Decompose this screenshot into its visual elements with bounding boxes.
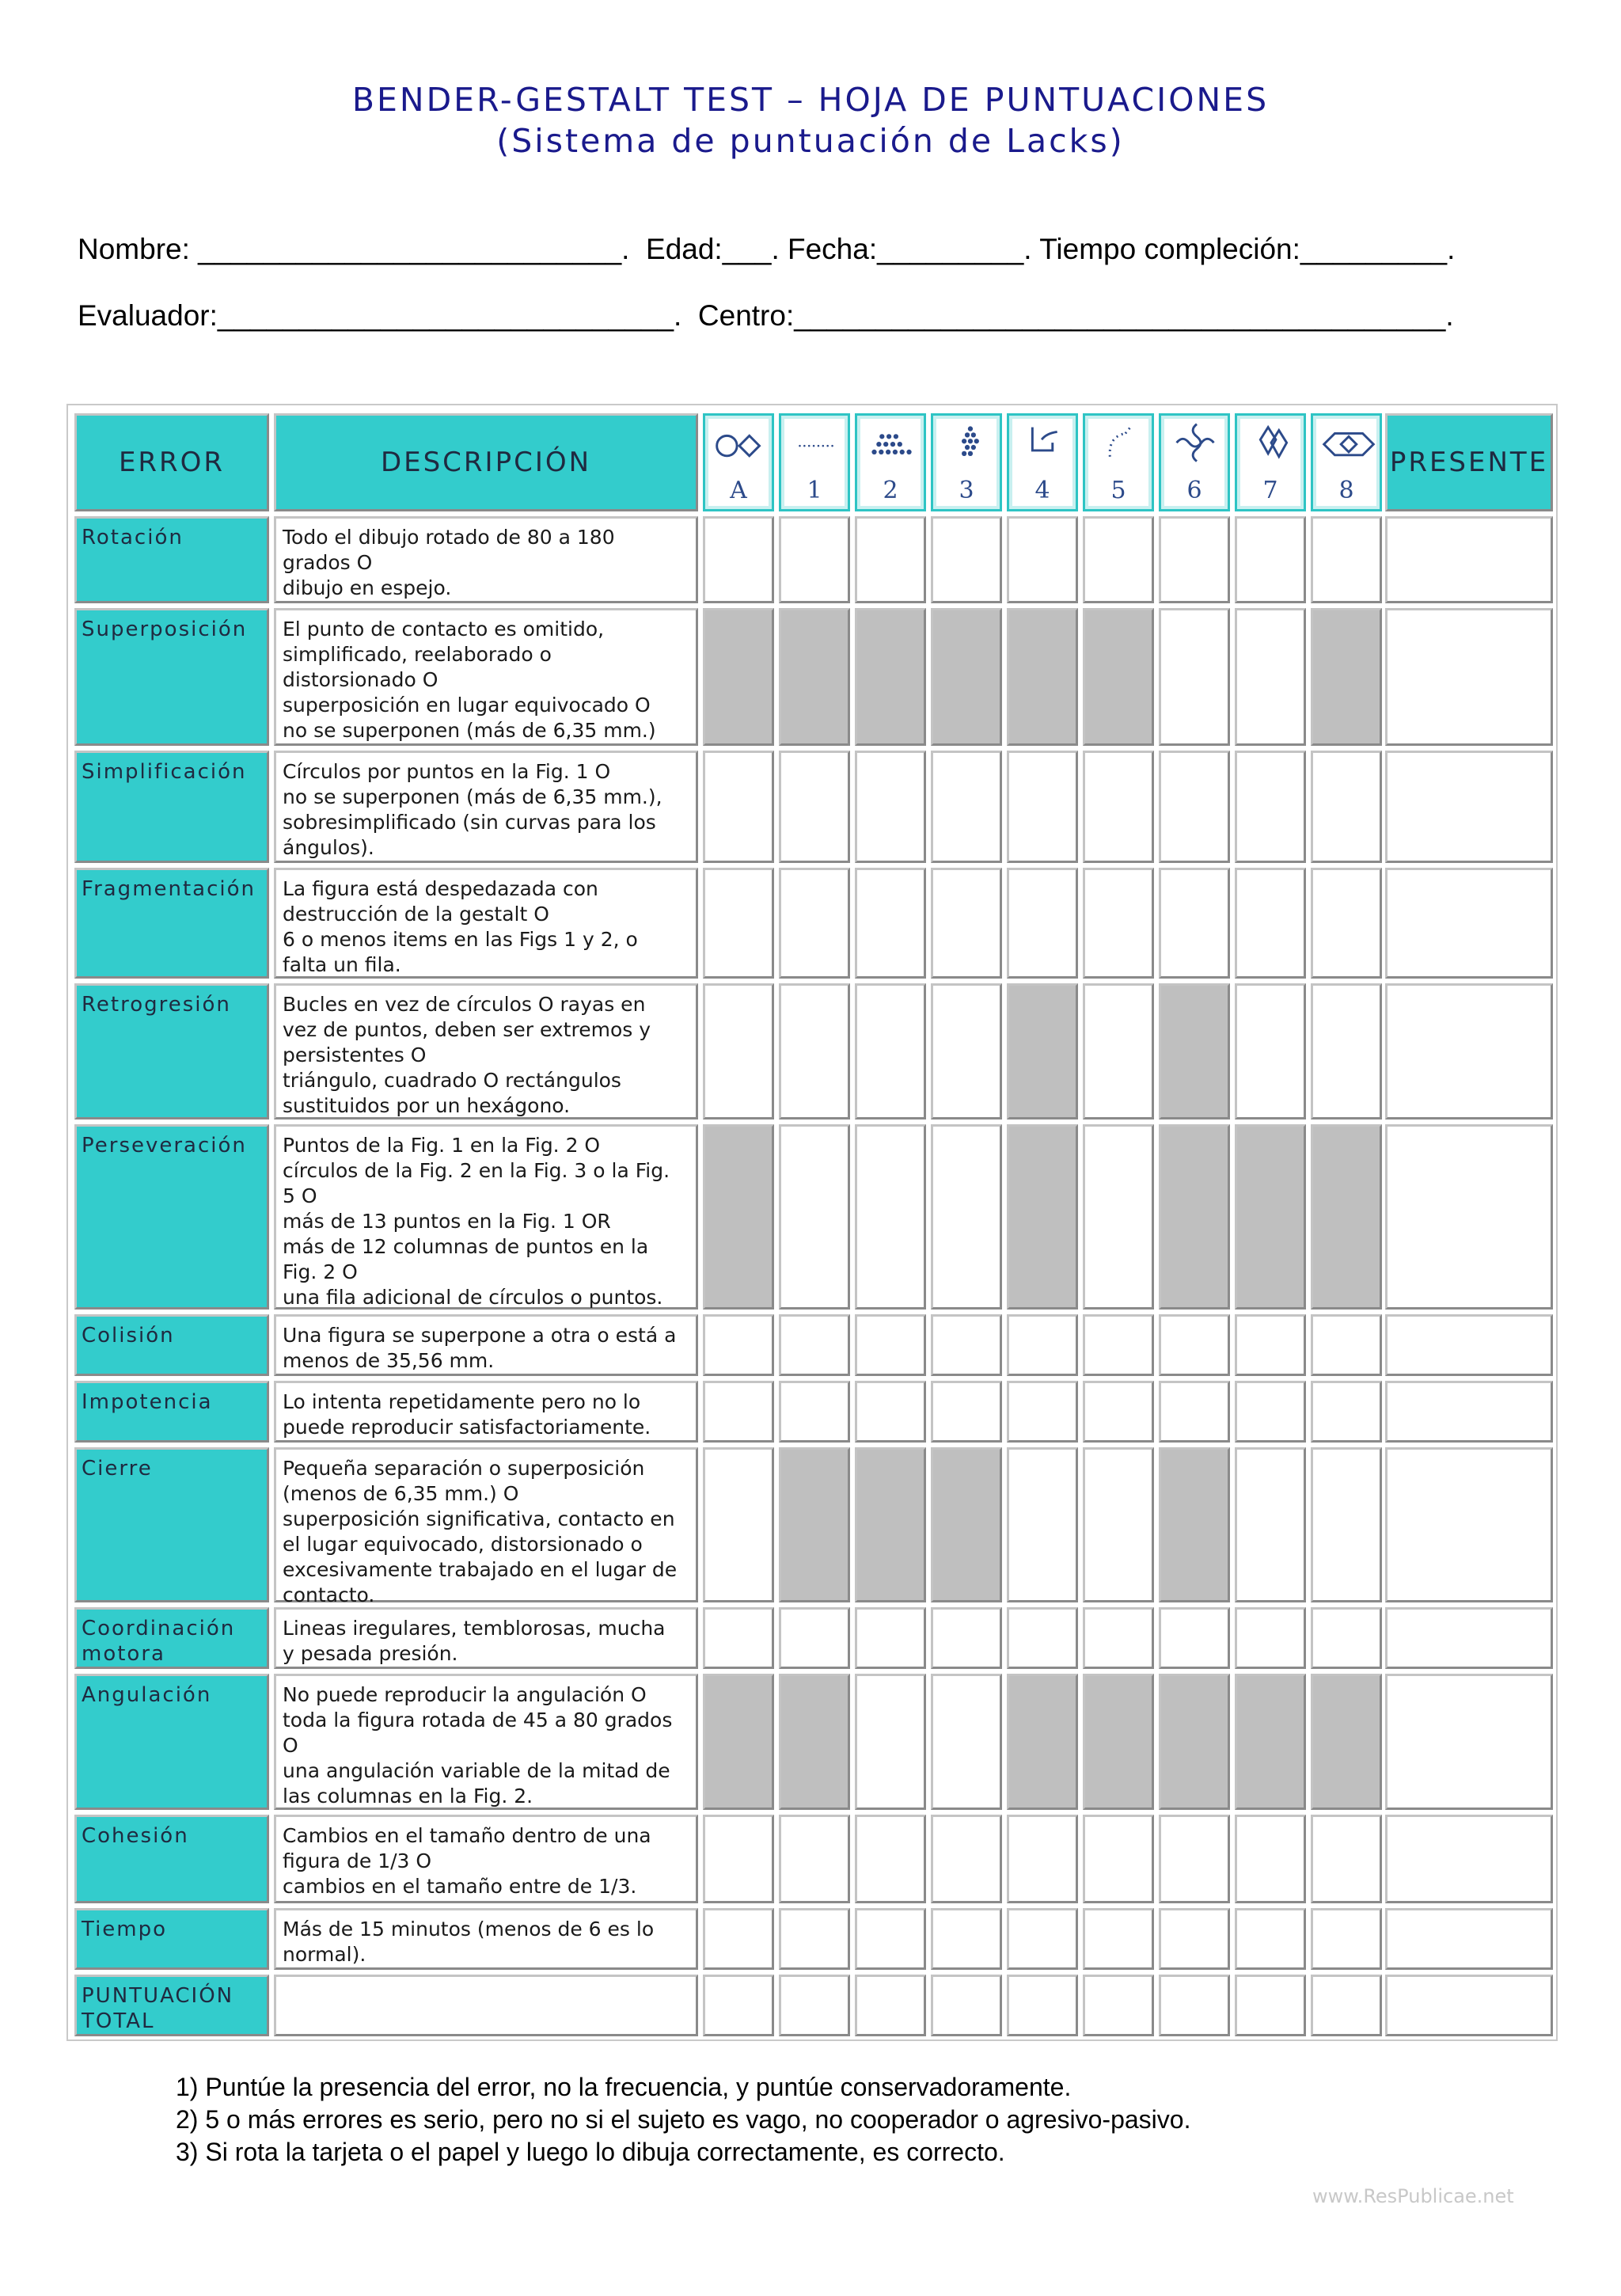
score-cell[interactable] [931,868,1002,979]
present-cell[interactable] [1385,608,1553,746]
score-cell[interactable] [703,1314,774,1376]
score-cell[interactable] [1311,1908,1382,1970]
score-cell-disabled [703,1124,774,1310]
error-name: Cierre [82,1457,153,1481]
description-text: Lo intenta repetidamente pero no lo puede reproducir satisfactoriamente. [283,1390,651,1439]
score-cell[interactable] [931,1908,1002,1970]
figure-label: 3 [959,477,974,504]
present-cell[interactable] [1385,1975,1553,2036]
present-cell[interactable] [1385,983,1553,1119]
present-cell[interactable] [1385,1447,1553,1602]
note-2: 2) 5 o más errores es serio, pero no si el sujeto es vago, no cooperador o agresivo-pasivo. [176,2105,1191,2134]
score-cell[interactable] [1159,1815,1230,1903]
score-cell[interactable] [1235,1314,1306,1376]
score-cell[interactable] [1235,1381,1306,1443]
figure-label: 7 [1262,477,1278,504]
score-cell-disabled [1007,608,1078,746]
score-cell[interactable] [703,1815,774,1903]
present-cell[interactable] [1385,1815,1553,1903]
score-cell[interactable] [1235,868,1306,979]
description-text: Cambios en el tamaño dentro de una figura de 1/3 O cambios en el tamaño entre de 1/3. [283,1824,651,1898]
score-cell[interactable] [703,751,774,863]
score-cell[interactable] [855,1908,926,1970]
score-cell-disabled [1083,1674,1154,1810]
score-cell[interactable] [931,516,1002,603]
score-cell[interactable] [1311,1607,1382,1669]
figure-label: 4 [1034,477,1050,504]
note-1: 1) Puntúe la presencia del error, no la frecuencia, y puntúe conservadoramente. [176,2073,1072,2101]
score-cell-disabled [1311,1124,1382,1310]
score-cell-disabled [1159,1674,1230,1810]
score-cell[interactable] [1083,1975,1154,2036]
error-name-cell [74,608,269,746]
score-cell[interactable] [855,1815,926,1903]
score-cell[interactable] [779,1314,850,1376]
score-cell[interactable] [1083,868,1154,979]
score-cell[interactable] [855,1674,926,1810]
error-name-cell [74,1314,269,1376]
score-cell[interactable] [1007,1975,1078,2036]
figure-2-icon [857,416,928,482]
score-cell[interactable] [1083,1607,1154,1669]
error-name: Superposición [82,618,248,641]
score-cell[interactable] [1311,983,1382,1119]
score-cell[interactable] [1083,1447,1154,1602]
document-title [0,79,1621,162]
score-cell-disabled [931,608,1002,746]
error-name-cell [74,1908,269,1970]
present-cell[interactable] [1385,1314,1553,1376]
score-cell-disabled [1235,1674,1306,1810]
score-cell[interactable] [1083,1124,1154,1310]
present-cell[interactable] [1385,1607,1553,1669]
score-cell-disabled [1007,983,1078,1119]
figure-1-icon [781,416,852,482]
error-name: Fragmentación [82,877,256,901]
header-error-label: ERROR [118,447,226,478]
error-name: Angulación [82,1683,212,1707]
description-text: Bucles en vez de círculos O rayas en vez de puntos, deben ser extremos y persistentes O triángulo, cuadrado O rectángulos sustituidos por un hexágono. [283,993,651,1117]
error-name: PUNTUACIÓN TOTAL [82,1984,234,2033]
description-cell [274,1381,698,1443]
scoring-table [66,404,1558,2041]
score-cell[interactable] [1007,1815,1078,1903]
score-cell[interactable] [855,1124,926,1310]
score-cell[interactable] [1311,751,1382,863]
present-cell[interactable] [1385,751,1553,863]
score-cell[interactable] [779,983,850,1119]
figure-label: 6 [1186,477,1202,504]
score-cell[interactable] [703,1607,774,1669]
score-cell[interactable] [1311,1815,1382,1903]
score-cell[interactable] [855,751,926,863]
error-name: Simplificación [82,760,247,784]
score-cell[interactable] [1159,516,1230,603]
description-cell [274,608,698,746]
header-present [1385,413,1553,511]
description-text: Más de 15 minutos (menos de 6 es lo normal). [283,1918,655,1966]
present-cell[interactable] [1385,1124,1553,1310]
error-name-cell [74,516,269,603]
description-cell [274,1815,698,1903]
score-cell[interactable] [855,1381,926,1443]
present-cell[interactable] [1385,1381,1553,1443]
present-cell[interactable] [1385,516,1553,603]
score-cell[interactable] [1083,1815,1154,1903]
score-cell[interactable] [1311,1975,1382,2036]
score-cell[interactable] [1159,868,1230,979]
score-cell[interactable] [1159,608,1230,746]
form-line-name-age-date[interactable]: Nombre: __________________________. Edad:___. Fecha:_________. Tiempo compleción:_________. [78,233,1456,265]
header-figure-3 [931,413,1002,511]
score-cell[interactable] [779,1381,850,1443]
score-cell[interactable] [779,868,850,979]
score-cell[interactable] [931,1975,1002,2036]
description-cell [274,983,698,1119]
description-cell [274,1314,698,1376]
notes [176,2071,1190,2169]
score-cell[interactable] [1311,1314,1382,1376]
error-name-cell [74,1674,269,1810]
score-cell[interactable] [703,1908,774,1970]
error-name: Coordinación motora [82,1617,236,1666]
score-cell[interactable] [703,1447,774,1602]
score-cell[interactable] [1159,1908,1230,1970]
score-cell[interactable] [779,1975,850,2036]
description-cell [274,868,698,979]
description-cell [274,1674,698,1810]
figure-3-icon [933,416,1004,482]
score-cell-disabled [779,608,850,746]
description-cell [274,516,698,603]
form-line-evaluator-center[interactable]: Evaluador:____________________________. Centro:________________________________________. [78,299,1454,332]
description-text: El punto de contacto es omitido, simplificado, reelaborado o distorsionado O superposición en lugar equivocado O no se superponen (más de 6,35 mm.) [283,618,656,742]
score-cell-disabled [703,608,774,746]
error-name: Tiempo [82,1918,168,1941]
figure-label: 5 [1110,477,1126,504]
header-description-label: DESCRIPCIÓN [380,447,592,478]
figure-4-icon [1009,416,1080,482]
score-cell[interactable] [931,983,1002,1119]
score-cell[interactable] [931,1124,1002,1310]
score-cell[interactable] [1235,1607,1306,1669]
score-cell[interactable] [855,983,926,1119]
description-cell [274,1124,698,1310]
description-text: Puntos de la Fig. 1 en la Fig. 2 O círculos de la Fig. 2 en la Fig. 3 o la Fig. 5 O más de 13 puntos en la Fig. 1 OR más de 12 columnas de puntos en la Fig. 2 O una fila adicional de círculos o puntos. [283,1134,670,1309]
score-cell[interactable] [1235,1447,1306,1602]
score-cell[interactable] [1083,1908,1154,1970]
error-name-cell [74,1381,269,1443]
score-cell[interactable] [1235,983,1306,1119]
score-cell[interactable] [855,1314,926,1376]
error-name: Colisión [82,1324,175,1348]
error-name-cell [74,1815,269,1903]
score-cell[interactable] [855,1975,926,2036]
score-cell-disabled [1235,1124,1306,1310]
score-cell-disabled [1007,1124,1078,1310]
error-name-cell [74,1124,269,1310]
header-figure-7 [1235,413,1306,511]
score-cell[interactable] [1235,1975,1306,2036]
figure-label: 2 [883,477,898,504]
score-cell-disabled [1159,1447,1230,1602]
description-text: Círculos por puntos en la Fig. 1 O no se superponen (más de 6,35 mm.), sobresimplificado (sin curvas para los ángulos). [283,760,662,859]
score-cell[interactable] [1083,751,1154,863]
figure-5-icon [1085,416,1156,482]
score-cell[interactable] [855,868,926,979]
score-cell[interactable] [1235,608,1306,746]
score-cell[interactable] [931,1314,1002,1376]
score-cell[interactable] [1007,868,1078,979]
score-cell-disabled [1083,608,1154,746]
score-cell[interactable] [779,516,850,603]
header-description [274,413,698,511]
description-cell [274,751,698,863]
score-cell[interactable] [703,516,774,603]
description-cell [274,1607,698,1669]
score-cell[interactable] [855,1607,926,1669]
error-name-cell [74,1975,269,2036]
score-cell[interactable] [1007,1381,1078,1443]
note-3: 3) Si rota la tarjeta o el papel y luego lo dibuja correctamente, es correcto. [176,2138,1005,2166]
score-cell[interactable] [1311,868,1382,979]
score-cell-disabled [855,1447,926,1602]
title-line-2: (Sistema de puntuación de Lacks) [496,122,1125,160]
score-cell[interactable] [779,1124,850,1310]
figure-label: A [730,477,747,504]
score-cell[interactable] [1159,1607,1230,1669]
score-cell[interactable] [779,751,850,863]
score-cell[interactable] [779,1607,850,1669]
score-cell[interactable] [1007,1607,1078,1669]
score-cell[interactable] [703,868,774,979]
error-name-cell [74,983,269,1119]
score-cell[interactable] [1159,751,1230,863]
score-cell[interactable] [779,1908,850,1970]
header-figure-8 [1311,413,1382,511]
description-text: Todo el dibujo rotado de 80 a 180 grados O dibujo en espejo. [283,526,615,599]
figure-6-icon [1161,416,1232,482]
figure-8-icon [1313,416,1384,482]
score-cell-disabled [1007,1674,1078,1810]
score-cell[interactable] [1007,1447,1078,1602]
score-cell[interactable] [855,516,926,603]
watermark: www.ResPublicae.net [1312,2185,1514,2207]
score-cell[interactable] [1311,1447,1382,1602]
title-line-1: BENDER-GESTALT TEST – HOJA DE PUNTUACIONES [351,81,1270,119]
description-text: La figura está despedazada con destrucción de la gestalt O 6 o menos items en las Figs 1 y 2, o falta un fila. [283,877,638,976]
score-cell[interactable] [1007,1314,1078,1376]
score-cell[interactable] [1007,751,1078,863]
description-cell [274,1908,698,1970]
score-cell[interactable] [1235,1908,1306,1970]
description-cell [274,1447,698,1606]
error-name: Cohesión [82,1824,189,1848]
figure-7-icon [1237,416,1308,482]
score-cell[interactable] [1083,1381,1154,1443]
header-present-label: PRESENTE [1389,447,1549,478]
error-name-cell [74,1607,269,1669]
score-cell[interactable] [1159,1975,1230,2036]
score-cell[interactable] [1235,751,1306,863]
description-text: Una figura se superpone a otra o está a menos de 35,56 mm. [283,1324,677,1372]
score-cell[interactable] [1007,1908,1078,1970]
score-cell[interactable] [1159,1314,1230,1376]
header-figure-4 [1007,413,1078,511]
error-name: Retrogresión [82,993,231,1017]
score-cell-disabled [855,608,926,746]
score-cell-disabled [1159,983,1230,1119]
description-text: Lineas iregulares, temblorosas, mucha y pesada presión. [283,1617,666,1665]
score-cell-disabled [1311,1674,1382,1810]
error-name-cell [74,1447,269,1602]
present-cell[interactable] [1385,1674,1553,1810]
description-text: Pequeña separación o superposición (menos de 6,35 mm.) O superposición significativa, contacto en el lugar equivocado, distorsionado o excesivamente trabajado en el lugar de contacto. [283,1457,678,1606]
header-figure-2 [855,413,926,511]
header-figure-5 [1083,413,1154,511]
score-cell-disabled [779,1674,850,1810]
present-cell[interactable] [1385,1908,1553,1970]
score-cell[interactable] [1311,516,1382,603]
score-cell[interactable] [931,1674,1002,1810]
score-cell[interactable] [703,1381,774,1443]
header-error [74,413,269,511]
score-cell-disabled [931,1447,1002,1602]
error-name-cell [74,751,269,863]
score-cell[interactable] [703,983,774,1119]
error-name: Impotencia [82,1390,213,1414]
score-cell[interactable] [1007,516,1078,603]
score-cell[interactable] [931,1381,1002,1443]
score-cell[interactable] [1235,516,1306,603]
score-cell[interactable] [779,1815,850,1903]
score-cell[interactable] [1235,1815,1306,1903]
description-cell[interactable] [274,1975,698,2036]
score-cell[interactable] [1311,1381,1382,1443]
score-cell-disabled [703,1674,774,1810]
score-cell[interactable] [931,1815,1002,1903]
score-cell-disabled [779,1447,850,1602]
error-name: Rotación [82,526,184,549]
header-figure-6 [1159,413,1230,511]
score-cell[interactable] [1083,1314,1154,1376]
score-cell-disabled [1159,1124,1230,1310]
figure-label: 1 [807,477,822,504]
figure-0-icon [705,416,776,482]
score-cell[interactable] [1083,516,1154,603]
error-name: Perseveración [82,1134,247,1158]
score-cell[interactable] [1159,1381,1230,1443]
description-text: No puede reproducir la angulación O toda la figura rotada de 45 a 80 grados O una angulación variable de la mitad de las columnas en la Fig. 2. [283,1683,673,1808]
score-cell[interactable] [931,751,1002,863]
score-cell[interactable] [703,1975,774,2036]
present-cell[interactable] [1385,868,1553,979]
score-cell-disabled [1311,608,1382,746]
score-cell[interactable] [931,1607,1002,1669]
score-cell[interactable] [1083,983,1154,1119]
error-name-cell [74,868,269,979]
header-figure-1 [779,413,850,511]
header-figure-0 [703,413,774,511]
figure-label: 8 [1338,477,1354,504]
